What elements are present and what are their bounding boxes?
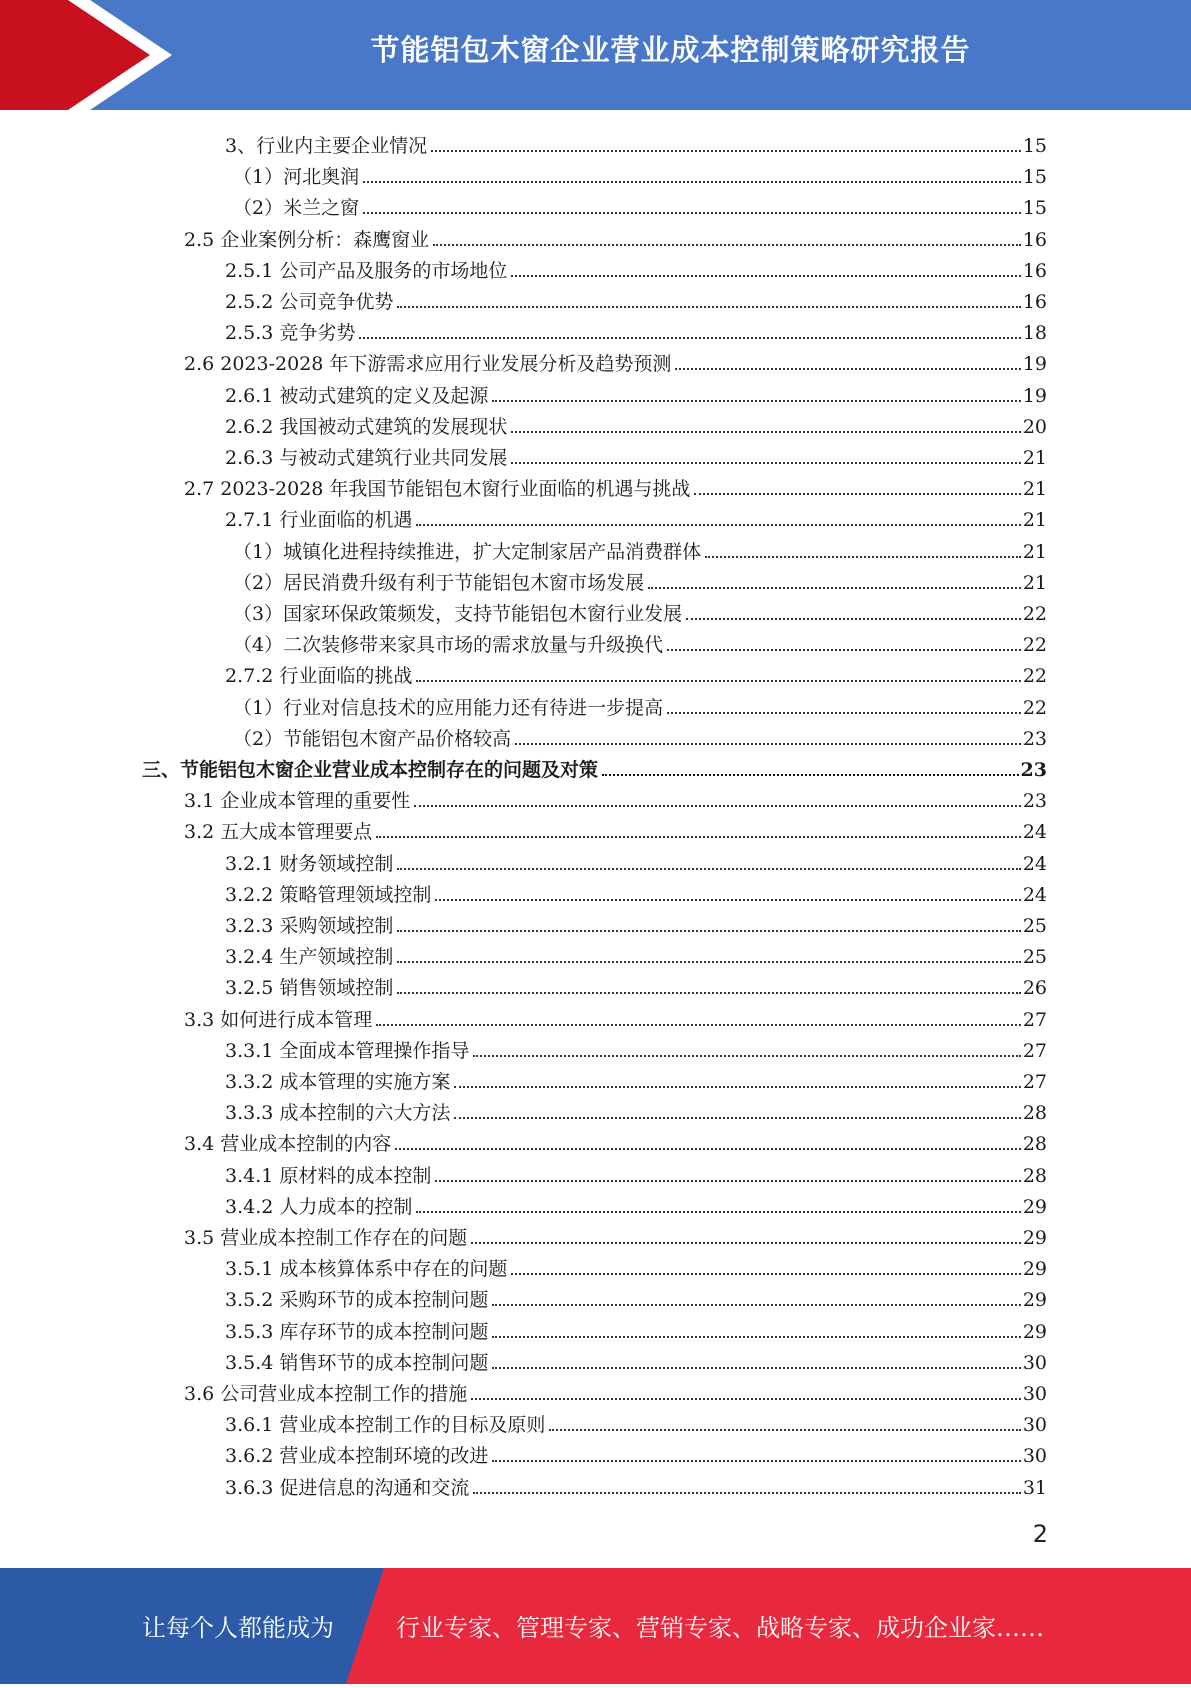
toc-entry[interactable] [225, 908, 1047, 938]
toc-entry-page: 16 [1022, 259, 1047, 282]
toc-entry-label: 2.5.3 竞争劣势 [225, 322, 356, 345]
toc-entry[interactable] [225, 1438, 1047, 1468]
footer-slogan: 让每个人都能成为 [142, 1614, 334, 1642]
toc-entry-page: 30 [1022, 1414, 1047, 1437]
toc-entry-page: 22 [1022, 696, 1047, 719]
toc-entry-label: 3.6.2 营业成本控制环境的改进 [225, 1445, 489, 1468]
toc-entry[interactable] [225, 1345, 1047, 1375]
page-number: 2 [1032, 1520, 1048, 1548]
toc-entry-page: 22 [1022, 665, 1047, 688]
toc-entry-page: 28 [1022, 1133, 1047, 1156]
toc-entry[interactable] [225, 440, 1047, 470]
toc-dot-leader [511, 1272, 1020, 1275]
toc-entry-page: 30 [1022, 1445, 1047, 1468]
toc-dot-leader [397, 305, 1020, 308]
toc-entry-page: 26 [1022, 977, 1047, 1000]
toc-entry[interactable] [225, 1282, 1047, 1312]
toc-dot-leader [435, 1179, 1020, 1182]
toc-dot-leader [435, 898, 1020, 901]
toc-entry-label: 3.3.3 成本控制的六大方法 [225, 1102, 451, 1125]
toc-entry-page: 24 [1022, 852, 1047, 875]
toc-entry-label: 3.5.4 销售环节的成本控制问题 [225, 1351, 489, 1374]
toc-entry[interactable] [225, 253, 1047, 283]
toc-dot-leader [602, 773, 1019, 776]
toc-entry[interactable] [184, 346, 1047, 376]
toc-dot-leader [492, 399, 1020, 402]
toc-dot-leader [471, 1397, 1021, 1400]
toc-dot-leader [376, 835, 1021, 838]
toc-entry-label: （1）城镇化进程持续推进，扩大定制家居产品消费群体 [233, 540, 702, 563]
toc-entry[interactable] [225, 1064, 1047, 1094]
toc-entry[interactable] [225, 877, 1047, 907]
toc-entry[interactable] [233, 721, 1047, 751]
toc-dot-leader [694, 492, 1020, 495]
toc-entry-page: 29 [1022, 1258, 1047, 1281]
toc-entry-page: 27 [1022, 1071, 1047, 1093]
toc-dot-leader [473, 1491, 1020, 1494]
toc-entry-label: 3.4.1 原材料的成本控制 [225, 1164, 432, 1187]
toc-dot-leader [511, 274, 1020, 277]
toc-entry[interactable] [184, 783, 1047, 813]
toc-entry-label: 2.6.3 与被动式建筑行业共同发展 [225, 447, 508, 469]
toc-entry-page: 15 [1022, 197, 1047, 220]
toc-entry[interactable] [225, 1095, 1047, 1125]
toc-dot-leader [363, 211, 1021, 214]
toc-entry-page: 29 [1022, 1320, 1047, 1343]
toc-dot-leader [431, 149, 1021, 152]
toc-dot-leader [471, 1241, 1021, 1244]
toc-entry-page: 25 [1022, 915, 1047, 937]
toc-entry-label: 3.2.2 策略管理领域控制 [225, 883, 432, 906]
toc-entry-label: （2）居民消费升级有利于节能铝包木窗市场发展 [233, 571, 645, 594]
toc-entry[interactable] [142, 752, 1047, 782]
toc-entry-label: 3.5.2 采购环节的成本控制问题 [225, 1289, 489, 1312]
toc-dot-leader [648, 586, 1021, 589]
toc-entry[interactable] [225, 409, 1047, 439]
toc-entry[interactable] [184, 1002, 1047, 1032]
toc-dot-leader [667, 711, 1021, 714]
toc-dot-leader [397, 960, 1020, 963]
toc-entry-label: 3.2 五大成本管理要点 [184, 821, 373, 844]
toc-entry-label: 3.3 如何进行成本管理 [184, 1008, 373, 1031]
toc-dot-leader [397, 867, 1020, 870]
toc-dot-leader [492, 1366, 1020, 1369]
toc-entry[interactable] [184, 1126, 1047, 1156]
toc-entry[interactable] [225, 1033, 1047, 1063]
toc-entry-label: （1）行业对信息技术的应用能力还有待进一步提高 [233, 696, 664, 719]
toc-entry-page: 21 [1022, 478, 1047, 501]
toc-entry-page: 27 [1022, 1008, 1047, 1031]
toc-entry-page: 21 [1022, 540, 1047, 563]
toc-entry-page: 22 [1022, 634, 1047, 657]
toc-entry-label: 2.6.2 我国被动式建筑的发展现状 [225, 415, 508, 438]
toc-entry[interactable] [225, 939, 1047, 969]
toc-entry-page: 24 [1022, 821, 1047, 844]
toc-entry-page: 16 [1022, 291, 1047, 313]
toc-entry-page: 30 [1022, 1351, 1047, 1374]
toc-dot-leader [376, 1023, 1021, 1026]
toc-entry-label: 3.6 公司营业成本控制工作的措施 [184, 1383, 468, 1405]
toc-entry-label: 2.7.1 行业面临的机遇 [225, 509, 413, 532]
toc-entry-label: 2.5.1 公司产品及服务的市场地位 [225, 259, 508, 282]
toc-entry-label: 3.6.3 促进信息的沟通和交流 [225, 1476, 470, 1499]
toc-entry[interactable] [184, 1220, 1047, 1250]
toc-entry-label: 3.4 营业成本控制的内容 [184, 1133, 392, 1156]
toc-entry-label: 2.6 2023-2028 年下游需求应用行业发展分析及趋势预测 [184, 353, 672, 376]
toc-entry-label: 3.3.2 成本管理的实施方案 [225, 1071, 451, 1093]
toc-entry[interactable] [233, 690, 1047, 720]
toc-entry-page: 28 [1022, 1164, 1047, 1187]
toc-entry-label: 2.7.2 行业面临的挑战 [225, 665, 413, 688]
toc-dot-leader [454, 1085, 1020, 1088]
toc-entry-label: 3.2.3 采购领域控制 [225, 915, 394, 937]
toc-entry-page: 25 [1022, 946, 1047, 969]
toc-dot-leader [397, 929, 1020, 932]
toc-entry-label: 2.5.2 公司竞争优势 [225, 291, 394, 313]
footer-banner [0, 1568, 1191, 1684]
toc-entry-page: 23 [1020, 759, 1047, 781]
toc-entry-page: 21 [1022, 571, 1047, 594]
toc-entry[interactable] [225, 284, 1047, 314]
toc-dot-leader [492, 1335, 1020, 1338]
toc-dot-leader [705, 555, 1021, 558]
toc-entry-page: 16 [1022, 228, 1047, 251]
toc-dot-leader [414, 804, 1021, 807]
toc-entry-page: 28 [1022, 1102, 1047, 1125]
toc-entry[interactable] [225, 128, 1047, 158]
toc-entry[interactable] [225, 1470, 1047, 1500]
toc-entry[interactable] [233, 190, 1047, 220]
toc-entry-label: 3.6.1 营业成本控制工作的目标及原则 [225, 1414, 546, 1437]
toc-entry[interactable] [233, 627, 1047, 657]
toc-entry-label: 3.1 企业成本管理的重要性 [184, 790, 411, 813]
toc-dot-leader [675, 367, 1020, 370]
toc-dot-leader [511, 461, 1020, 464]
toc-entry-label: 三、节能铝包木窗企业营业成本控制存在的问题及对策 [142, 759, 599, 781]
toc-entry-page: 29 [1022, 1227, 1047, 1249]
toc-entry-label: （1）河北奥润 [233, 166, 360, 189]
toc-dot-leader [473, 1054, 1020, 1057]
toc-entry[interactable] [233, 159, 1047, 189]
toc-entry-page: 30 [1022, 1383, 1047, 1405]
toc-entry-page: 20 [1022, 415, 1047, 438]
toc-entry-page: 19 [1022, 384, 1047, 407]
toc-entry[interactable] [225, 1407, 1047, 1437]
toc-dot-leader [686, 617, 1021, 620]
toc-entry-label: 2.7 2023-2028 年我国节能铝包木窗行业面临的机遇与挑战 [184, 478, 691, 501]
toc-entry[interactable] [184, 222, 1047, 252]
report-title: 节能铝包木窗企业营业成本控制策略研究报告 [370, 33, 971, 67]
toc-entry-label: 3.5.3 库存环节的成本控制问题 [225, 1320, 489, 1343]
toc-entry-label: 3.5.1 成本核算体系中存在的问题 [225, 1258, 508, 1281]
toc-dot-leader [515, 742, 1021, 745]
toc-entry[interactable] [225, 1158, 1047, 1188]
toc-entry[interactable] [184, 1376, 1047, 1406]
toc-dot-leader [359, 336, 1020, 339]
toc-entry-page: 23 [1022, 790, 1047, 813]
toc-entry[interactable] [225, 502, 1047, 532]
toc-dot-leader [667, 648, 1021, 651]
toc-entry[interactable] [225, 1251, 1047, 1281]
toc-entry[interactable] [225, 970, 1047, 1000]
toc-entry-page: 24 [1022, 883, 1047, 906]
toc-entry-label: 2.6.1 被动式建筑的定义及起源 [225, 384, 489, 407]
toc-entry-page: 31 [1022, 1476, 1047, 1499]
toc-dot-leader [454, 1116, 1020, 1119]
toc-dot-leader [511, 430, 1020, 433]
toc-dot-leader [416, 523, 1020, 526]
toc-entry-page: 22 [1022, 603, 1047, 625]
toc-dot-leader [416, 679, 1020, 682]
toc-entry[interactable] [225, 1189, 1047, 1219]
toc-entry-label: （4）二次装修带来家具市场的需求放量与升级换代 [233, 634, 664, 657]
toc-entry-page: 23 [1022, 727, 1047, 750]
header-banner [0, 0, 1191, 110]
toc-entry-label: 3.5 营业成本控制工作存在的问题 [184, 1227, 468, 1249]
footer-roles: 行业专家、管理专家、营销专家、战略专家、成功企业家…… [396, 1614, 1044, 1642]
toc-entry-label: （3）国家环保政策频发，支持节能铝包木窗行业发展 [233, 603, 683, 625]
toc-entry[interactable] [225, 378, 1047, 408]
toc-entry[interactable] [225, 315, 1047, 345]
toc-entry-page: 29 [1022, 1195, 1047, 1218]
toc-entry[interactable] [233, 565, 1047, 595]
toc-dot-leader [395, 1147, 1021, 1150]
toc-entry[interactable] [184, 814, 1047, 844]
toc-entry-page: 19 [1022, 353, 1047, 376]
toc-entry-label: 3.3.1 全面成本管理操作指导 [225, 1039, 470, 1062]
toc-entry-page: 21 [1022, 447, 1047, 469]
toc-entry[interactable] [225, 658, 1047, 688]
toc-entry-label: 2.5 企业案例分析：森鹰窗业 [184, 228, 430, 251]
toc-entry-page: 15 [1022, 166, 1047, 189]
toc-entry[interactable] [233, 596, 1047, 626]
toc-dot-leader [433, 243, 1021, 246]
toc-entry-page: 27 [1022, 1039, 1047, 1062]
toc-entry-label: 3、行业内主要企业情况 [225, 135, 428, 157]
toc-entry-label: 3.2.4 生产领域控制 [225, 946, 394, 969]
toc-entry-page: 21 [1022, 509, 1047, 532]
toc-entry-label: （2）节能铝包木窗产品价格较高 [233, 727, 512, 750]
toc-entry-label: 3.2.5 销售领域控制 [225, 977, 394, 1000]
toc-entry[interactable] [225, 1314, 1047, 1344]
toc-entry-page: 18 [1022, 322, 1047, 345]
toc-entry-page: 15 [1022, 135, 1047, 157]
toc-entry-label: 3.4.2 人力成本的控制 [225, 1195, 413, 1218]
toc-dot-leader [549, 1428, 1020, 1431]
toc-entry-label: （2）米兰之窗 [233, 197, 360, 220]
toc-entry-page: 29 [1022, 1289, 1047, 1312]
toc-entry[interactable] [225, 846, 1047, 876]
toc-dot-leader [397, 991, 1020, 994]
toc-dot-leader [492, 1303, 1020, 1306]
toc-entry[interactable] [184, 471, 1047, 501]
toc-dot-leader [416, 1210, 1020, 1213]
toc-entry[interactable] [233, 534, 1047, 564]
toc-dot-leader [363, 180, 1021, 183]
toc-entry-label: 3.2.1 财务领域控制 [225, 852, 394, 875]
toc-dot-leader [492, 1459, 1020, 1462]
